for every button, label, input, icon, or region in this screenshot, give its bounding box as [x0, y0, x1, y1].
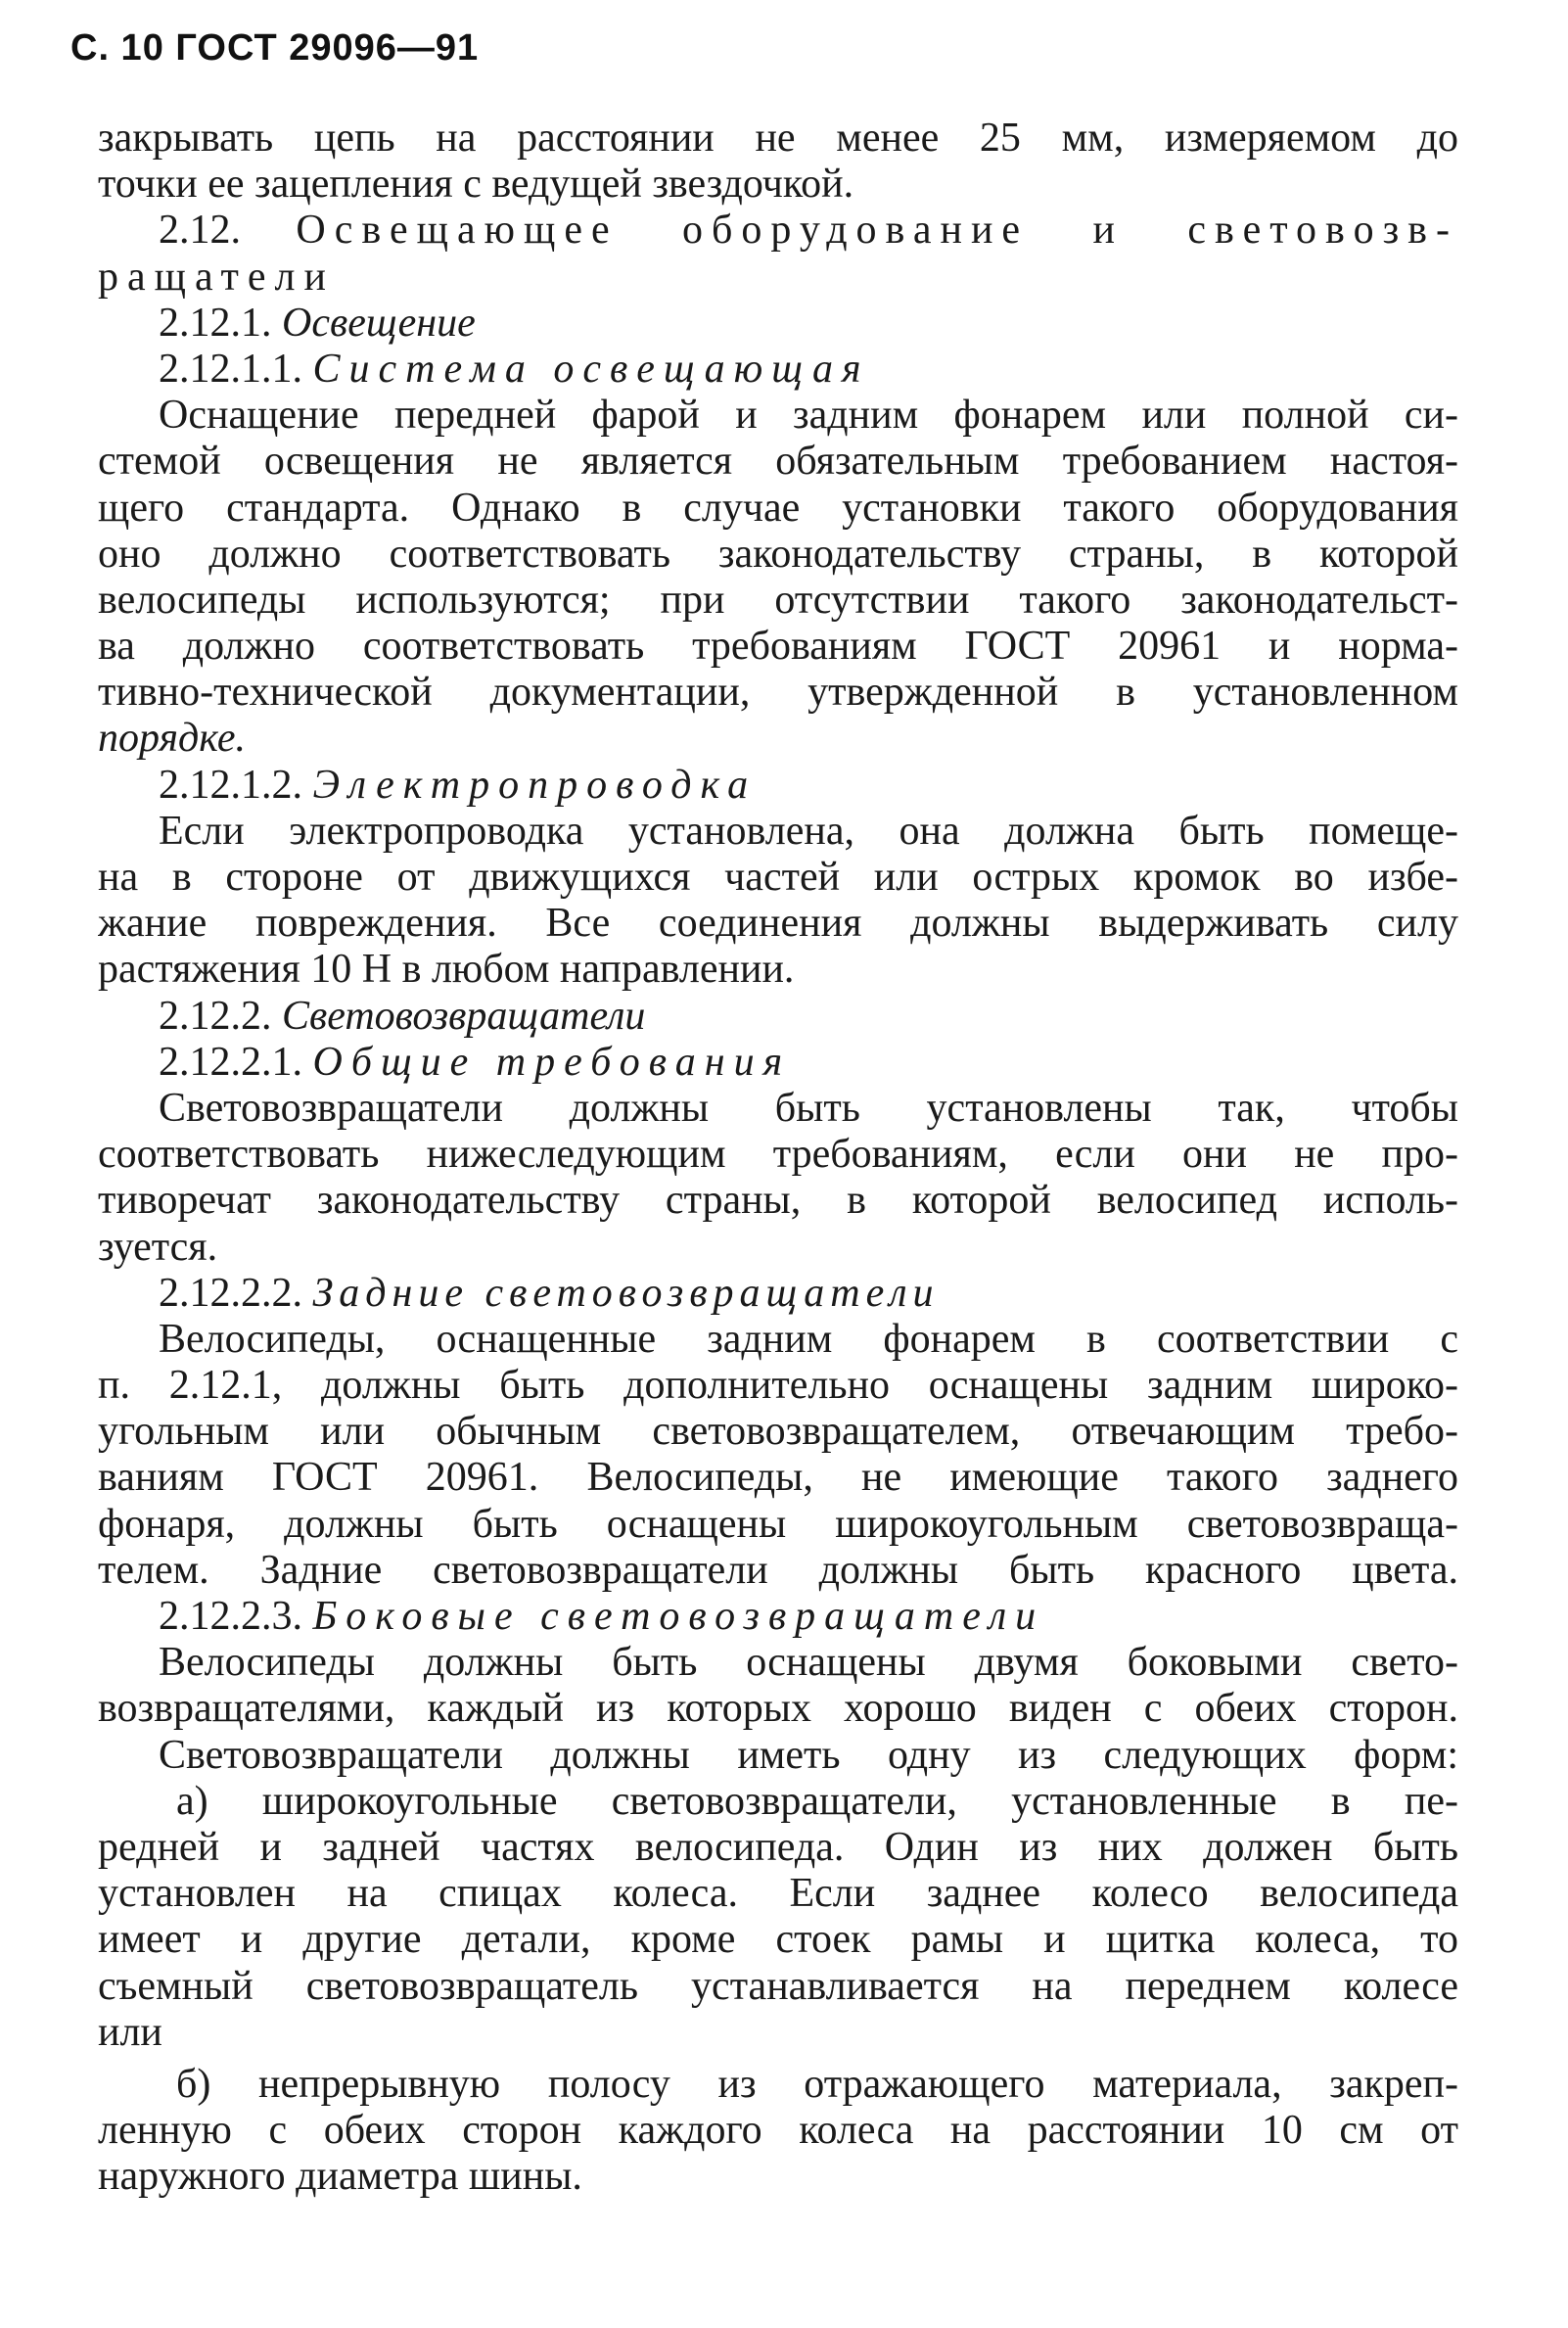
section-number: 2.12.1.1. [159, 346, 302, 392]
section-heading-2-12 [98, 208, 1458, 254]
list-item-a: а) широкоугольные световозвращатели, установленные в пе- [176, 1778, 1458, 1824]
text-line: Велосипеды, оснащенные задним фонарем в соответствии с [159, 1316, 1458, 1362]
text-line: установлен на спицах колеса. Если заднее колесо велосипеда [98, 1871, 1458, 1917]
text-line: или [98, 2009, 162, 2055]
text-line: Если электропроводка установлена, она должна быть помеще- [159, 808, 1458, 854]
section-title: Задние световозвращатели [312, 1270, 940, 1316]
section-number: 2.12.2.2. [159, 1270, 302, 1316]
text-line: на в стороне от движущихся частей или острых кромок во избе- [98, 855, 1458, 900]
text-line: стемой освещения не является обязательным требованием настоя- [98, 439, 1458, 485]
text-line: наружного диаметра шины. [98, 2154, 582, 2200]
text-line: Оснащение передней фарой и задним фонарем или полной си- [159, 393, 1458, 439]
section-number: 2.12.1. [159, 300, 272, 346]
section-title: Система освещающая [312, 346, 870, 392]
text-line: порядке. [98, 716, 246, 762]
section-title: Световозвращатели [282, 993, 646, 1039]
text-line: тивно-технической документации, утвержденной в установленном [98, 670, 1458, 716]
section-number: 2.12.2.3. [159, 1594, 302, 1639]
text-line: телем. Задние световозвращатели должны быть красного цвета. [98, 1547, 1458, 1593]
text-line: съемный световозвращатель устанавливается на переднем колесе [98, 1963, 1458, 2009]
text-line: редней и задней частях велосипеда. Один из них должен быть [98, 1824, 1458, 1870]
section-title: Освещение [282, 300, 476, 346]
text-line: щего стандарта. Однако в случае установки такого оборудования [98, 485, 1458, 531]
section-heading-2-12-1-2 [98, 763, 1458, 809]
text-line: ленную с обеих сторон каждого колеса на расстоянии 10 см от [98, 2108, 1458, 2154]
section-heading-2-12-1-1 [98, 347, 1458, 393]
text-line: закрывать цепь на расстоянии не менее 25 мм, измеряемом до [98, 116, 1458, 161]
text-line: зуется. [98, 1224, 218, 1270]
text-line: тиворечат законодательству страны, в которой велосипед исполь- [98, 1178, 1458, 1224]
section-heading-2-12-2-2 [98, 1271, 1458, 1317]
text-line: растяжения 10 Н в любом направлении. [98, 947, 795, 993]
text-line: п. 2.12.1, должны быть дополнительно оснащены задним широко- [98, 1363, 1458, 1409]
section-number: 2.12.2.1. [159, 1039, 302, 1085]
page-header: С. 10 ГОСТ 29096—91 [70, 27, 480, 69]
section-number: 2.12.2. [159, 993, 272, 1039]
section-heading-2-12-2-3 [98, 1594, 1458, 1640]
list-item-b: б) непрерывную полосу из отражающего материала, закреп- [176, 2061, 1458, 2107]
section-title-continuation: ращатели [98, 254, 335, 300]
text-line: соответствовать нижеследующим требованиям, если они не про- [98, 1132, 1458, 1178]
text-line: оно должно соответствовать законодательству страны, в которой [98, 531, 1458, 577]
text-line: Велосипеды должны быть оснащены двумя боковыми свето- [159, 1640, 1458, 1686]
section-title: Освещающее оборудование и световозв- [296, 208, 1458, 254]
section-title: Боковые световозвращатели [312, 1594, 1045, 1639]
text-line: жание повреждения. Все соединения должны выдерживать силу [98, 901, 1458, 947]
text-line: ва должно соответствовать требованиям ГОСТ 20961 и норма- [98, 624, 1458, 670]
section-heading-2-12-1 [98, 301, 1458, 347]
text-line: Световозвращатели должны быть установлены так, чтобы [159, 1085, 1458, 1131]
section-number: 2.12.1.2. [159, 762, 302, 808]
text-line: фонаря, должны быть оснащены широкоугольным световозвраща- [98, 1501, 1458, 1547]
text-line: ваниям ГОСТ 20961. Велосипеды, не имеющие такого заднего [98, 1455, 1458, 1501]
text-line: велосипеды используются; при отсутствии такого законодательст- [98, 577, 1458, 623]
section-number: 2.12. [159, 208, 241, 254]
text-line: точки ее зацепления с ведущей звездочкой. [98, 162, 854, 208]
section-heading-2-12-2 [98, 994, 1458, 1040]
section-title: Электропроводка [312, 762, 758, 808]
document-body [98, 116, 1458, 2200]
text-line: возвращателями, каждый из которых хорошо виден с обеих сторон. [98, 1686, 1458, 1732]
text-line: угольным или обычным световозвращателем, отвечающим требо- [98, 1409, 1458, 1455]
section-title: Общие требования [312, 1039, 792, 1085]
section-heading-2-12-2-1 [98, 1040, 1458, 1086]
text-line: Световозвращатели должны иметь одну из следующих форм: [159, 1732, 1458, 1778]
text-line: имеет и другие детали, кроме стоек рамы и щитка колеса, то [98, 1917, 1458, 1963]
